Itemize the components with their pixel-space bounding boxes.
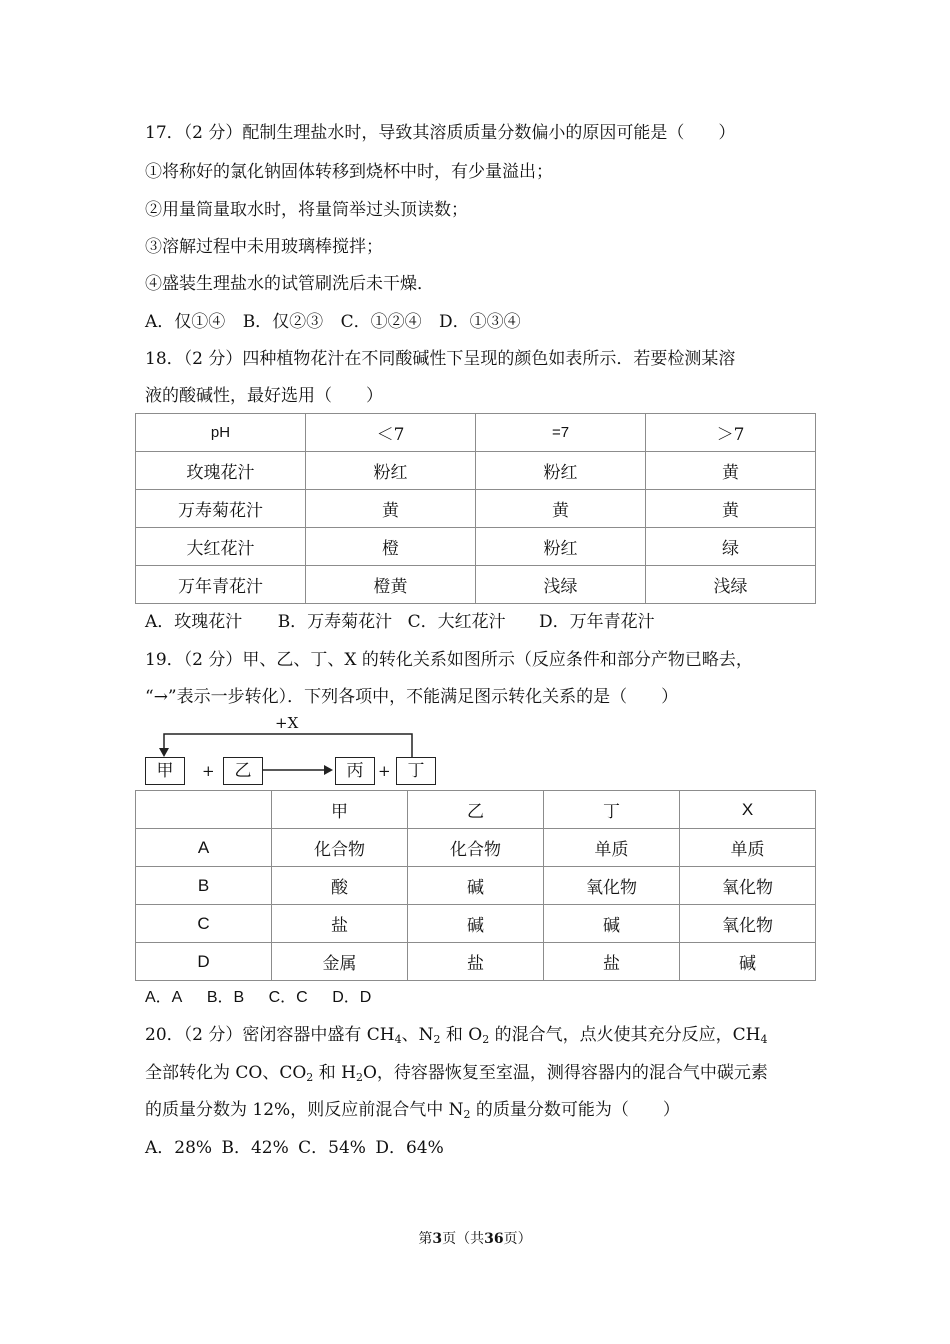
q18-stem-2: 液的酸碱性，最好选用（ ） bbox=[145, 386, 383, 406]
table-cell: 浅绿 bbox=[476, 566, 646, 604]
table-cell: 化合物 bbox=[272, 829, 408, 867]
q17-item-1: ①将称好的氯化钠固体转移到烧杯中时，有少量溢出； bbox=[145, 162, 553, 182]
table-cell: 盐 bbox=[272, 905, 408, 943]
table-cell: 万寿菊花汁 bbox=[136, 490, 306, 528]
plus-sign: + bbox=[202, 762, 215, 780]
subscript: 2 bbox=[306, 1071, 314, 1084]
subscript: 4 bbox=[394, 1033, 402, 1046]
q19-option-d[interactable]: D．D bbox=[332, 989, 372, 1006]
q18-table bbox=[135, 413, 816, 604]
q18-option-a[interactable]: A．玫瑰花汁 bbox=[145, 612, 243, 632]
q19-table bbox=[135, 790, 816, 981]
table-row bbox=[136, 490, 816, 528]
table-header-row bbox=[136, 791, 816, 829]
table-cell: 盐 bbox=[408, 943, 544, 981]
page-footer bbox=[0, 1228, 950, 1248]
q18-option-d[interactable]: D．万年青花汁 bbox=[539, 612, 655, 632]
box-yi: 乙 bbox=[223, 757, 263, 785]
q19-option-c[interactable]: C．C bbox=[268, 989, 308, 1006]
table-cell: D bbox=[136, 943, 272, 981]
plus-sign: + bbox=[378, 762, 391, 780]
table-cell: 碱 bbox=[680, 943, 816, 981]
q19-option-b[interactable]: B．B bbox=[206, 989, 245, 1006]
q17-option-d[interactable]: D．①③④ bbox=[439, 312, 521, 332]
table-cell bbox=[136, 791, 272, 829]
subscript: 2 bbox=[433, 1033, 441, 1046]
table-cell: 丁 bbox=[544, 791, 680, 829]
q20-text: 20．（2 分）密闭容器中盛有 CH bbox=[145, 1025, 395, 1045]
table-cell: 绿 bbox=[646, 528, 816, 566]
subscript: 2 bbox=[463, 1108, 471, 1121]
q20-option-c[interactable]: C．54% bbox=[298, 1138, 366, 1158]
table-cell: 盐 bbox=[544, 943, 680, 981]
table-cell: 橙黄 bbox=[306, 566, 476, 604]
q20-line-3 bbox=[145, 1098, 680, 1122]
q18-option-b[interactable]: B．万寿菊花汁 bbox=[277, 612, 393, 632]
table-cell: 酸 bbox=[272, 867, 408, 905]
table-cell: =7 bbox=[476, 414, 646, 452]
subscript: 4 bbox=[760, 1033, 768, 1046]
table-cell: 金属 bbox=[272, 943, 408, 981]
q20-text: 和 H bbox=[313, 1063, 356, 1083]
q20-option-b[interactable]: B．42% bbox=[221, 1138, 289, 1158]
q20-option-d[interactable]: D．64% bbox=[375, 1138, 444, 1158]
q20-text: 的混合气，点火使其充分反应，CH bbox=[489, 1025, 761, 1045]
q19-stem-1: 19．（2 分）甲、乙、丁、X 的转化关系如图所示（反应条件和部分产物已略去， bbox=[145, 650, 753, 670]
table-header-row bbox=[136, 414, 816, 452]
table-cell: 碱 bbox=[408, 905, 544, 943]
table-cell: 黄 bbox=[646, 452, 816, 490]
q17-option-b[interactable]: B．仅②③ bbox=[242, 312, 324, 332]
q19-stem-2: “→”表示一步转化）．下列各项中，不能满足图示转化关系的是（ ） bbox=[145, 687, 679, 707]
q20-options bbox=[145, 1136, 444, 1160]
q20-text: 的质量分数为 12%，则反应前混合气中 N bbox=[145, 1100, 464, 1120]
box-bing: 丙 bbox=[335, 757, 375, 785]
subscript: 2 bbox=[482, 1033, 490, 1046]
footer-text: 页） bbox=[503, 1231, 532, 1247]
table-cell: B bbox=[136, 867, 272, 905]
table-cell: 黄 bbox=[306, 490, 476, 528]
table-cell: 橙 bbox=[306, 528, 476, 566]
page-total: 36 bbox=[484, 1231, 504, 1247]
table-cell: 粉红 bbox=[476, 452, 646, 490]
q17-option-a[interactable]: A．仅①④ bbox=[145, 312, 226, 332]
table-cell: 氧化物 bbox=[544, 867, 680, 905]
table-cell: 碱 bbox=[408, 867, 544, 905]
q20-text: O，待容器恢复至室温，测得容器内的混合气中碳元素 bbox=[362, 1063, 768, 1083]
box-jia: 甲 bbox=[145, 757, 185, 785]
q19-option-a[interactable]: A．A bbox=[145, 989, 183, 1006]
table-cell: 大红花汁 bbox=[136, 528, 306, 566]
table-cell: 粉红 bbox=[476, 528, 646, 566]
table-cell: ＜7 bbox=[306, 414, 476, 452]
subscript: 2 bbox=[355, 1071, 363, 1084]
q20-text: 的质量分数可能为（ ） bbox=[470, 1100, 680, 1120]
q17-option-c[interactable]: C．①②④ bbox=[340, 312, 422, 332]
q18-options bbox=[145, 610, 655, 634]
table-cell: 万年青花汁 bbox=[136, 566, 306, 604]
q17-stem: 17．（2 分）配制生理盐水时，导致其溶质质量分数偏小的原因可能是（ ） bbox=[145, 123, 736, 143]
table-cell: pH bbox=[136, 414, 306, 452]
table-cell: 黄 bbox=[476, 490, 646, 528]
arrow-label-plus-x: +X bbox=[275, 714, 299, 732]
footer-text: 页（共 bbox=[442, 1231, 485, 1247]
table-row bbox=[136, 528, 816, 566]
q18-option-c[interactable]: C．大红花汁 bbox=[407, 612, 506, 632]
table-cell: 浅绿 bbox=[646, 566, 816, 604]
q20-text: 全部转化为 CO、CO bbox=[145, 1063, 307, 1083]
table-cell: A bbox=[136, 829, 272, 867]
page-number: 3 bbox=[432, 1231, 443, 1247]
conversion-diagram bbox=[140, 712, 460, 790]
table-cell: 单质 bbox=[544, 829, 680, 867]
q20-line-2 bbox=[145, 1061, 768, 1085]
table-row bbox=[136, 452, 816, 490]
q17-item-3: ③溶解过程中未用玻璃棒搅拌； bbox=[145, 237, 383, 257]
table-cell: 玫瑰花汁 bbox=[136, 452, 306, 490]
table-cell: 粉红 bbox=[306, 452, 476, 490]
table-cell: 黄 bbox=[646, 490, 816, 528]
q17-item-2: ②用量筒量取水时，将量筒举过头顶读数； bbox=[145, 200, 468, 220]
table-cell: 氧化物 bbox=[680, 867, 816, 905]
q18-stem-1: 18．（2 分）四种植物花汁在不同酸碱性下呈现的颜色如表所示．若要检测某溶 bbox=[145, 349, 736, 369]
q17-options bbox=[145, 310, 521, 334]
table-cell: 甲 bbox=[272, 791, 408, 829]
q20-text: 、N bbox=[401, 1025, 434, 1045]
table-cell: C bbox=[136, 905, 272, 943]
table-row bbox=[136, 905, 816, 943]
table-row bbox=[136, 829, 816, 867]
q20-option-a[interactable]: A．28% bbox=[145, 1138, 213, 1158]
table-cell: 乙 bbox=[408, 791, 544, 829]
table-cell: 碱 bbox=[544, 905, 680, 943]
table-cell: X bbox=[680, 791, 816, 829]
table-cell: 单质 bbox=[680, 829, 816, 867]
table-row bbox=[136, 867, 816, 905]
q19-options bbox=[145, 986, 371, 1010]
table-cell: 化合物 bbox=[408, 829, 544, 867]
q20-line-1 bbox=[145, 1023, 767, 1047]
q20-text: 和 O bbox=[440, 1025, 483, 1045]
box-ding: 丁 bbox=[396, 757, 436, 785]
table-cell: 氧化物 bbox=[680, 905, 816, 943]
q17-item-4: ④盛装生理盐水的试管刷洗后未干燥． bbox=[145, 274, 434, 294]
table-row bbox=[136, 943, 816, 981]
table-row bbox=[136, 566, 816, 604]
footer-text: 第 bbox=[418, 1231, 433, 1247]
table-cell: ＞7 bbox=[646, 414, 816, 452]
